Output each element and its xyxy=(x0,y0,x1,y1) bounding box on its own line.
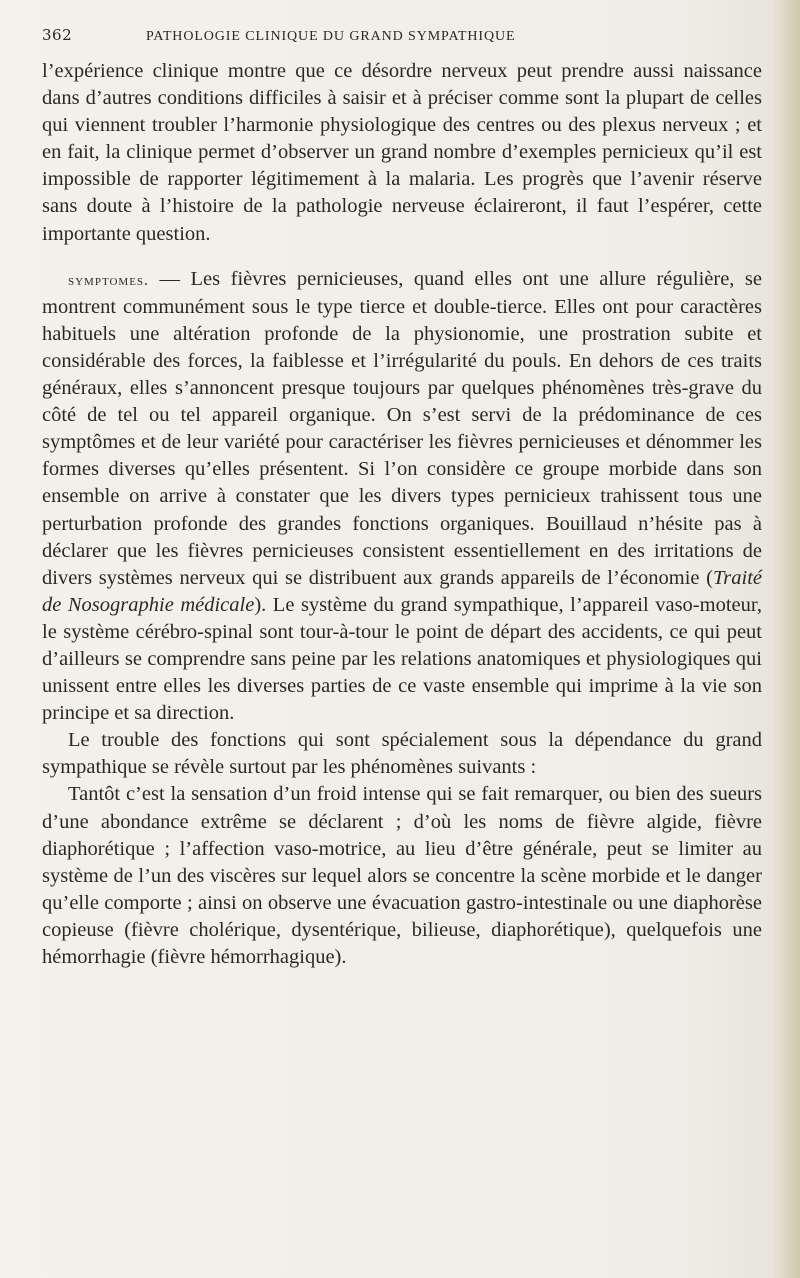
paragraph-3: Le trouble des fonctions qui sont spécialement sous la dépendance du grand sympathique se révèle surtout par les phénomènes suivants : xyxy=(42,729,762,779)
body-text xyxy=(42,58,762,971)
paragraph-4: Tantôt c’est la sensation d’un froid intense qui se fait remarquer, ou bien des sueurs d’une abondance extrême se déclarent ; d’où les noms de fièvre algide, fièvre diaphorétique ; l’affection vaso-motrice, au lieu d’être générale, peut se limiter au système de l’un des viscères sur lequel alors se concentre la scène morbide et le danger qu’elle comporte ; ainsi on observe une évacuation gastro-intestinale ou une diaphorèse copieuse (fièvre cholérique, dysentérique, bilieuse, diaphorétique), quelquefois une hémorrhagie (fièvre hémorrhagique). xyxy=(42,783,762,968)
page-edge-shadow xyxy=(772,0,800,1278)
section-label: symptomes. xyxy=(68,271,150,289)
running-head: PATHOLOGIE CLINIQUE DU GRAND SYMPATHIQUE xyxy=(146,29,516,44)
paragraph-2 xyxy=(42,266,762,728)
citation-title: Traité de Nosographie médicale xyxy=(42,566,762,616)
paragraph-2-text-end: ). Le système du grand sympathique, l’appareil vaso-moteur, le système cérébro-spinal sont tour-à-tour le point de départ des accidents, ce qui peut d’ailleurs se comprendre sans peine par les relations anatomiques et physiologiques qui unissent entre elles les diverses parties de ce vaste ensemble qui imprime à la vie son principe et sa direction. xyxy=(42,593,763,725)
paragraph-1: l’expérience clinique montre que ce désordre nerveux peut prendre aussi naissance dans d’autres conditions difficiles à saisir et à préciser comme sont la plupart de celles qui viennent troubler l’harmonie physiologique des centres ou des plexus nerveux ; et en fait, la clinique permet d’observer un grand nombre d’exemples pernicieux qu’il est impossible de rapporter légitimement à la malaria. Les progrès que l’avenir réserve sans doute à l’histoire de la pathologie nerveuse éclaireront, il faut l’espérer, cette importante question. xyxy=(42,60,762,245)
page-header xyxy=(40,26,740,52)
paragraph-2-text-start: — Les fièvres pernicieuses, quand elles ont une allure régulière, se montrent communément sous le type tierce et double-tierce. Elles ont pour caractères habituels une altération profonde de la physionomie, une prostration subite et considérable des forces, la faiblesse et l’irrégularité du pouls. En dehors de ces traits généraux, elles s’annoncent presque toujours par quelques phénomènes très-grave du côté de tel ou tel appareil organique. On s’est servi de la prédominance de ces symptômes et de leur variété pour caractériser les fièvres pernicieuses et dénommer les formes diverses qu’elles présentent. Si l’on considère ce groupe morbide dans son ensemble on arrive à constater que les divers types pernicieux trahissent tous une perturbation profonde des grandes fonctions organiques. Bouillaud n’hésite pas à déclarer que les fièvres pernicieuses consistent essentiellement en des irritations de divers systèmes nerveux qui se distribuent aux grands appareils de l’économie ( xyxy=(42,267,762,589)
paragraph-gap xyxy=(42,248,762,266)
page-number: 362 xyxy=(42,26,73,44)
